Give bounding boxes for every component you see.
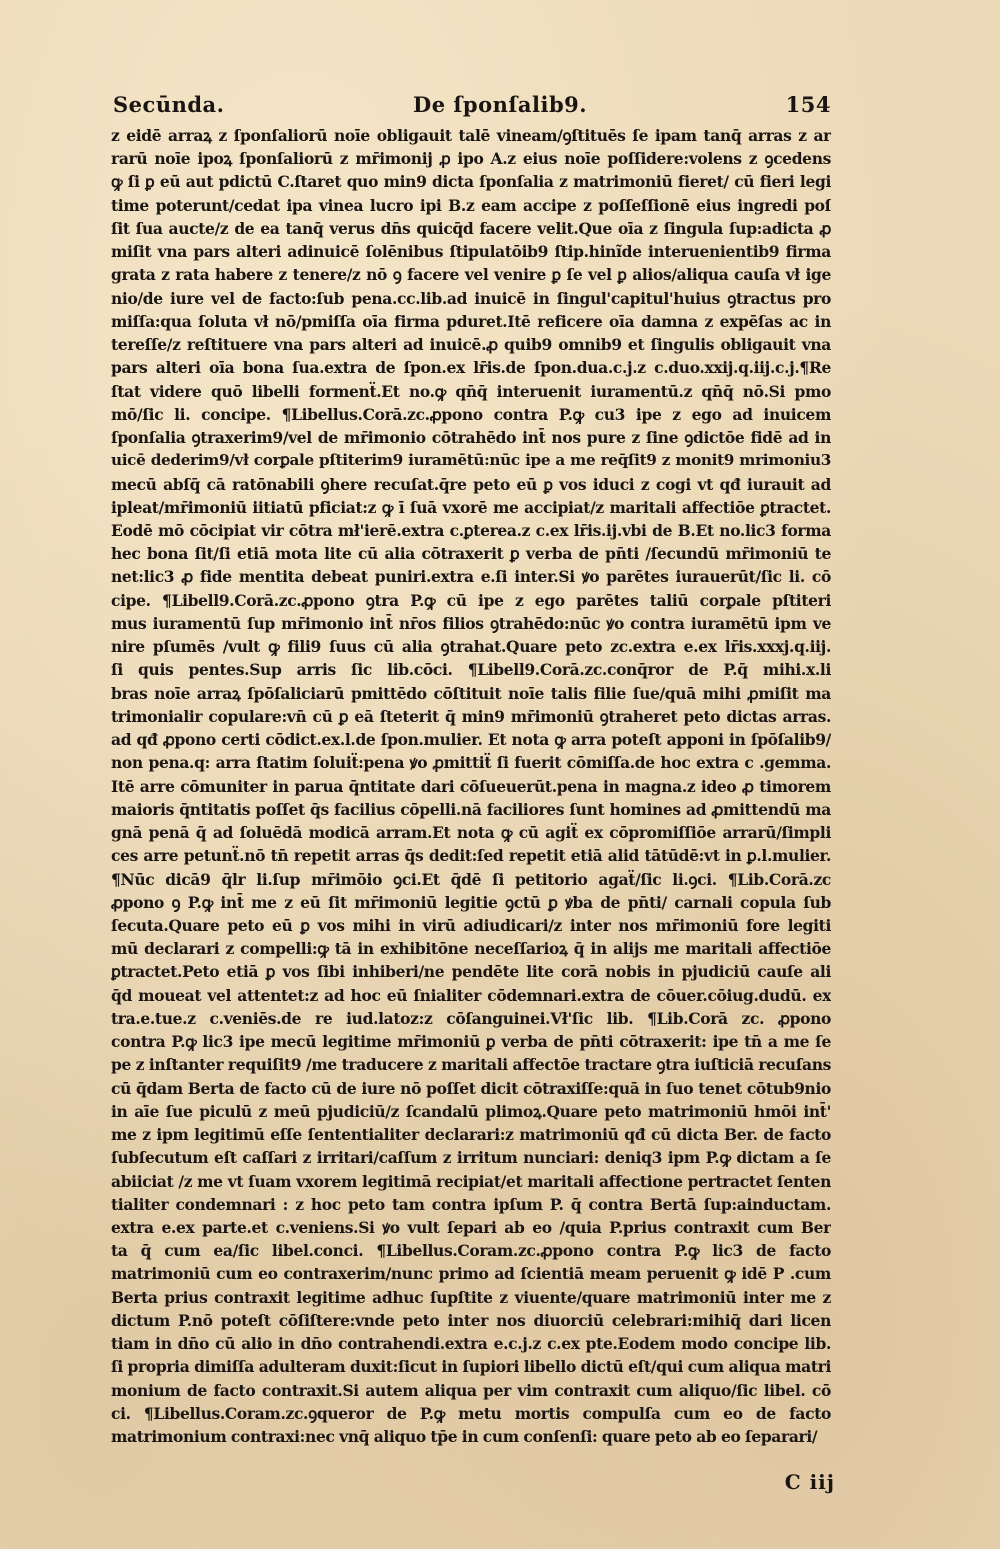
text-line: matrimonium contraxi:nec vnq̄ aliquo tp̄e in cum conſenſi: quare peto ab eo ſeparari/	[111, 1427, 818, 1447]
text-line: tialiter condemnari : z hoc peto tam contra ipſum P. q̄ contra Bertā ſup:ainductam.	[111, 1194, 831, 1214]
text-line: me z ipm legitimū eſſe ſententialiter declarari:z matrimoniū qđ cū dicta Ber. de facto	[111, 1125, 831, 1145]
signature-mark: C iij	[784, 1470, 835, 1494]
text-line: time poterunt/cedat ipa vinea lucro ipi B.z eam accipe z poſſeſſionē eius ingredi poſ	[111, 195, 831, 215]
text-line: abiiciat /z me vt ſuam vxorem legitimā recipiat/et maritali affectione pertractet ſenten	[111, 1171, 831, 1191]
text-line: ſponſalia ꝯtraxerim9/vel de mr̄imonio cōtrahēdo int̄ nos pure z ſine ꝯdictōe fidē ad in	[111, 428, 831, 448]
text-line: ſi propria dimiſſa adulteram duxit:ſicut in ſupiori libello dictū eſt/qui cum aliqua matri	[111, 1357, 831, 1377]
text-line: net:lic3 ꝓ fide mentita debeat puniri.extra e.ſi inter.Si ꝟo parētes iurauerūt/ſic li. cō	[111, 567, 831, 587]
text-line: rarū noīe ipoꝝ ſponſaliorū z mr̄imonij ꝓ ipo A.z eius noīe poſſidere:volens z ꝯcedens	[111, 149, 831, 169]
text-line: nire pſumēs /vult ꝙ fili9 ſuus cū alia ꝯtrahat.Quare peto zc.extra e.ex lr̄is.xxxj.q.iij.	[111, 637, 831, 657]
text-line: pe z inſtanter requiſit9 /me traducere z maritali affectōe tractare ꝯtra iuſticiā recuſans	[111, 1055, 831, 1075]
text-line: in aīe ſue piculū z meū pjudiciū/z ſcandalū plimoꝝ.Quare peto matrimoniū hmōi int̄'	[111, 1101, 831, 1121]
text-line: gnā penā q̄ ad ſoluēdā modicā arram.Et nota ꝙ cū agiẗ ex cōpromiſſiōe arrarū/ſimpli	[111, 823, 831, 843]
text-block	[111, 124, 831, 1479]
text-line: ces arre petunẗ.nō tn̄ repetit arras q̄s dedit:ſed repetit etiā alid tātūdē:vt in ꝑ.l.mulier.	[111, 846, 831, 866]
text-line: Berta prius contraxit legitime adhuc ſupſtite z viuente/quare matrimoniū inter me z	[111, 1287, 831, 1307]
text-line: ci. ¶Libellus.Coram.zc.ꝯqueror de P.ꝙ metu mortis compulſa cum eo de facto	[111, 1403, 831, 1423]
text-line: extra e.ex parte.et c.veniens.Si ꝟo vult ſepari ab eo /quia P.prius contraxit cum Ber	[111, 1218, 831, 1238]
text-line: uicē dederim9/vł corꝑale pſtiterim9 iuramētū:nūc ipe a me req̄ſit9 z monit9 mrimoniu3	[111, 451, 831, 470]
text-line: Eodē mō cōcipiat vir cōtra mł'ierē.extra c.ꝑterea.z c.ex lr̄is.ij.vbi de B.Et no.lic3 forma	[111, 520, 831, 540]
text-line: q̄d moueat vel attentet:z ad hoc eū ſnialiter cōdemnari.extra de cōuer.cōiug.dudū. ex	[111, 985, 831, 1005]
text-line: cū q̄dam Berta de facto cū de iure nō poſſet dicit cōtraxiſſe:quā in ſuo tenet cōtub9nio	[111, 1078, 831, 1098]
text-line: ta q̄ cum ea/ſic libel.conci. ¶Libellus.Coram.zc.ꝓpono contra P.ꝙ lic3 de facto	[111, 1241, 831, 1261]
text-line: tra.e.tue.z c.veniēs.de re iud.latoz:z cōſanguinei.Vł'ſic lib. ¶Lib.Corā zc. ꝓpono	[111, 1008, 831, 1028]
text-line: ſecuta.Quare peto eū ꝑ vos mihi in virū adiudicari/z inter nos mr̄imoniū fore legiti	[111, 915, 831, 935]
text-line: maioris q̄ntitatis poſſet q̄s facilius cōpelli.nā faciliores ſunt homines ad ꝓmittendū ma	[111, 799, 831, 819]
text-line: monium de facto contraxit.Si autem aliqua per vim contraxit cum aliquo/ſic libel. cō	[111, 1380, 831, 1400]
text-line: cipe. ¶Libell9.Corā.zc.ꝓpono ꝯtra P.ꝙ cū ipe z ego parētes taliū corꝑale pſtiteri	[111, 590, 831, 610]
text-line: contra P.ꝙ lic3 ipe mecū legitime mr̄imoniū ꝑ verba de pn̄ti cōtraxerit: ipe tn̄ a me ſe	[111, 1032, 831, 1052]
text-line: ſubſecutum eſt caſſari z irritari/caſſum z irritum nunciari: deniq3 ipm P.ꝙ dictam a ſe	[111, 1148, 831, 1168]
header-section-title: Secūnda.	[113, 92, 225, 117]
text-line: ſit ſua aucte/z de ea tanq̄ verus dn̄s quicq̄d facere velit.Que oīa z ſingula ſup:adicta ꝓ	[111, 218, 831, 238]
text-line: ipleat/mr̄imoniū iitiatū pficiat:z ꝙ ī ſuā vxorē me accipiat/z maritali affectiōe ꝑtractet.	[111, 497, 831, 517]
text-line: Itē arre cōmuniter in parua q̄ntitate dari cōſueuerūt.pena in magna.z ideo ꝓ timorem	[111, 776, 831, 796]
text-line: mecū abſq̄ cā ratōnabili ꝯhere recuſat.q̄re peto eū ꝑ vos iduci z cogi vt qđ iurauit ad	[111, 474, 831, 494]
text-line: non pena.q: arra ſtatim ſoluiẗ:pena ꝟo ꝓmittiẗ ſi fuerit cōmiſſa.de hoc extra c .gemma.	[111, 753, 831, 773]
text-line: dictum P.nō poteſt cōſiſtere:vnde peto inter nos diuorciū celebrari:mihiq̄ dari licen	[111, 1310, 831, 1330]
text-line: ꝓpono ꝯ P.ꝙ int̄ me z eū ſit mr̄imoniū legitie ꝯctū ꝑ ꝟba de pn̄ti/ carnali copula ſub	[111, 892, 831, 912]
text-line: grata z rata habere z tenere/z nō ꝯ facere vel venire ꝑ ſe vel ꝑ alios/aliqua cauſa vł ige	[111, 265, 831, 285]
folio-number: 154	[785, 92, 831, 117]
text-line: nio/de iure vel de facto:ſub pena.cc.lib.ad inuicē in ſingul'capitul'huius ꝯtractus pro	[111, 288, 831, 308]
text-line: bras noīe arraꝝ ſpōſaliciarū pmittēdo cōſtituit noīe talis filie ſue/quā mihi ꝓmiſit ma	[111, 683, 831, 703]
text-line: miſſa:qua ſoluta vł nō/pmiſſa oīa firma pduret.Itē reficere oīa damna z expēſas ac in	[111, 311, 831, 331]
text-line: pars alteri oīa bona ſua.extra de ſpon.ex lr̄is.de ſpon.dua.c.j.z c.duo.xxij.q.iij.c.j.¶Re	[111, 358, 831, 378]
header-chapter-title: De ſponſalib9.	[413, 92, 588, 117]
text-line: matrimoniū cum eo contraxerim/nunc primo ad ſcientiā meam peruenit ꝙ idē P .cum	[111, 1264, 831, 1284]
text-line: hec bona ſit/ſi etiā mota lite cū alia cōtraxerit ꝑ verba de pn̄ti /ſecundū mr̄imoniū te	[111, 544, 831, 564]
text-line: mus iuramentū ſup mr̄imonio int̄ nr̄os filios ꝯtrahēdo:nūc ꝟo contra iuramētū ipm ve	[111, 613, 831, 633]
text-line: miſit vna pars alteri adinuicē ſolēnibus ſtipulatōib9 ſtip.hinĩde interuenientib9 firma	[111, 242, 831, 262]
text-line: ꝑtractet.Peto etiā ꝑ vos ſibi inhiberi/ne pendēte lite corā nobis in pjudiciū cauſe ali	[111, 962, 831, 982]
text-line: tiam in dn̄o cū alio in dn̄o contrahendi.extra e.c.j.z c.ex pte.Eodem modo concipe lib.	[111, 1334, 831, 1354]
text-line: ſi quis pentes.Sup arris ſic lib.cōci. ¶Libell9.Corā.zc.conq̄ror de P.q̄ mihi.x.li	[111, 660, 831, 680]
text-line: mū declarari z compelli:ꝙ tā in exhibitōne neceſſarioꝝ q̄ in alijs me maritali affectiōe	[111, 939, 831, 959]
text-line: ¶Nūc dicā9 q̄lr li.ſup mr̄imōio ꝯci.Et q̄dē ſi petitorio agaẗ/ſic li.ꝯci. ¶Lib.Corā.zc	[111, 869, 831, 889]
text-line: tereſſe/z reſtituere vna pars alteri ad inuicē.ꝓ quib9 omnib9 et ſingulis obligauit vna	[111, 335, 831, 355]
text-line: ad qđ ꝓpono certi cōdict.ex.l.de ſpon.mulier. Et nota ꝙ arra poteſt apponi in ſpōſalib9/	[111, 730, 831, 750]
text-line: ſtat videre quō libelli formenẗ.Et no.ꝙ qn̄q̄ interuenit iuramentū.z qn̄q̄ nō.Si pmo	[111, 381, 831, 401]
running-header	[113, 92, 831, 122]
text-line: trimonialir copulare:vn̄ cū ꝑ eā ſteterit q̄ min9 mr̄imoniū ꝯtraheret peto dictas arras.	[111, 706, 831, 726]
text-line: mō/ſic li. concipe. ¶Libellus.Corā.zc.ꝓpono contra P.ꝙ cu3 ipe z ego ad inuicem	[111, 404, 831, 424]
text-line: z eidē arraꝝ z ſponſaliorū noīe obligauit talē vineam/ꝯſtituēs ſe ipam tanq̄ arras z ar	[111, 126, 831, 145]
text-line: ꝙ ſi ꝑ eū aut pdictū C.ſtaret quo min9 dicta ſponſalia z matrimoniū fieret/ cū fieri legi	[111, 172, 831, 192]
